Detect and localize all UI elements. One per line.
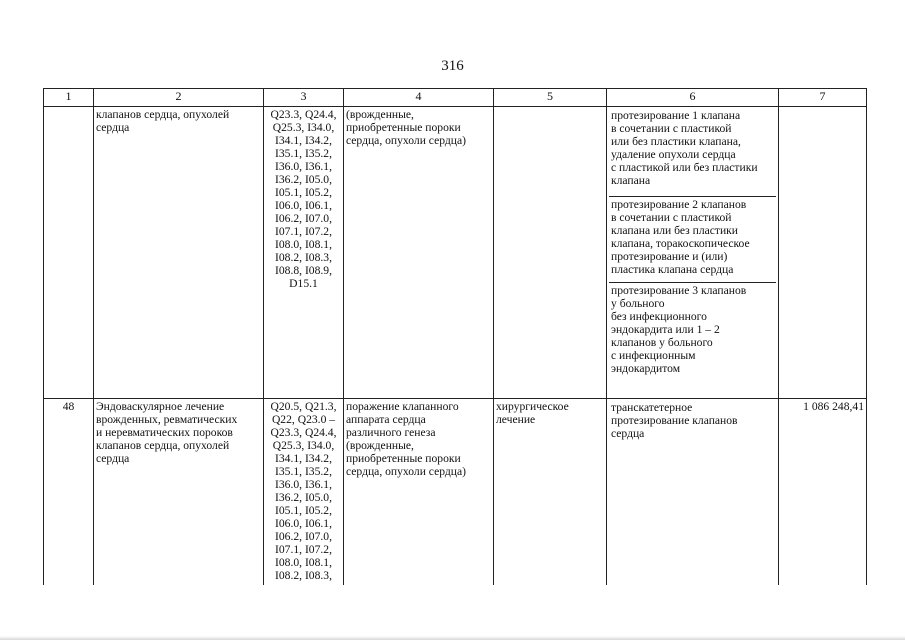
text-line: I07.1, I07.2,: [275, 225, 332, 238]
text-line: в сочетании с пластикой: [611, 211, 732, 224]
text-line: I36.2, I05.0,: [275, 173, 332, 186]
diagnosis-cell: [344, 107, 494, 399]
text-line: поражение клапанного: [346, 400, 459, 413]
text-line: I35.1, I35.2,: [275, 465, 332, 478]
text-line: I06.2, I07.0,: [275, 530, 332, 543]
header-col-5: 5: [494, 89, 607, 107]
method-cell: [607, 399, 779, 586]
icd-codes-cell: [264, 107, 344, 399]
text-line: без инфекционного: [611, 310, 707, 323]
method-item: [609, 400, 776, 443]
text-line: приобретенные пороки: [346, 121, 461, 134]
header-col-1: 1: [44, 89, 94, 107]
text-line: аппарата сердца: [346, 413, 426, 426]
text-line: протезирование 3 клапанов: [611, 284, 747, 297]
text-line: удаление опухоли сердца: [611, 148, 736, 161]
text-line: протезирование и (или): [611, 250, 728, 263]
text-line: I08.8, I08.9,: [275, 264, 332, 277]
text-line: с инфекционным: [611, 349, 696, 362]
header-col-4: 4: [344, 89, 494, 107]
text-line: протезирование 1 клапана: [611, 109, 741, 122]
text-line: I36.0, I36.1,: [275, 160, 332, 173]
text-line: I35.1, I35.2,: [275, 147, 332, 160]
text-line: или без пластики клапана,: [611, 135, 741, 148]
text-line: хирургическое: [496, 400, 569, 413]
text-line: эндокардита или 1 – 2: [611, 323, 720, 336]
text-line: транскатетерное: [611, 401, 693, 414]
text-line: I36.2, I05.0,: [275, 491, 332, 504]
text-line: I34.1, I34.2,: [275, 134, 332, 147]
treatment-cell: [494, 399, 607, 586]
text-line: сердца: [96, 121, 130, 134]
text-line: протезирование 2 клапанов: [611, 198, 747, 211]
text-line: I05.1, I05.2,: [275, 504, 332, 517]
text-line: I34.1, I34.2,: [275, 452, 332, 465]
header-col-2: 2: [94, 89, 264, 107]
cost-cell: [779, 107, 867, 399]
text-line: Q23.3, Q24.4,: [270, 426, 337, 439]
method-cell: [607, 107, 779, 399]
text-line: клапанов сердца, опухолей: [96, 439, 230, 452]
text-line: I07.1, I07.2,: [275, 543, 332, 556]
text-line: Q25.3, I34.0,: [272, 121, 335, 134]
text-line: Q20.5, Q21.3,: [270, 400, 337, 413]
text-line: (врожденные,: [346, 439, 414, 452]
text-line: сердца, опухоли сердца): [346, 134, 466, 147]
text-line: сердца: [611, 427, 645, 440]
text-line: сердца: [96, 452, 130, 465]
scan-edge: [0, 636, 905, 640]
treatment-cell: [494, 107, 607, 399]
text-line: эндокардитом: [611, 362, 681, 375]
page-number: 316: [441, 58, 464, 74]
diagnosis-cell: [344, 399, 494, 586]
icd-codes-cell: [264, 399, 344, 586]
text-line: I08.0, I08.1,: [275, 556, 332, 569]
text-line: лечение: [496, 413, 536, 426]
text-line: с пластикой или без пластики: [611, 161, 758, 174]
care-type-cell: [94, 399, 264, 586]
method-item: [609, 283, 776, 378]
text-line: I08.2, I08.3,: [275, 569, 332, 582]
row-number: [44, 107, 94, 399]
method-item: [609, 108, 776, 197]
text-line: клапана: [611, 174, 651, 187]
tariff-table: [43, 88, 867, 585]
text-line: и неревматических пороков: [96, 426, 233, 439]
text-line: I08.0, I08.1,: [275, 238, 332, 251]
text-line: I36.0, I36.1,: [275, 478, 332, 491]
text-line: врожденных, ревматических: [96, 413, 238, 426]
text-line: I06.2, I07.0,: [275, 212, 332, 225]
care-type-cell: [94, 107, 264, 399]
text-line: Q23.3, Q24.4,: [270, 108, 337, 121]
text-line: клапанов у больного: [611, 336, 713, 349]
text-line: (врожденные,: [346, 108, 414, 121]
text-line: I05.1, I05.2,: [275, 186, 332, 199]
text-line: I08.2, I08.3,: [275, 251, 332, 264]
text-line: I06.0, I06.1,: [275, 517, 332, 530]
text-line: клапанов сердца, опухолей: [96, 108, 230, 121]
text-line: клапана или без пластики: [611, 224, 739, 237]
text-line: I06.0, I06.1,: [275, 199, 332, 212]
text-line: D15.1: [289, 277, 318, 290]
text-line: сердца, опухоли сердца): [346, 465, 466, 478]
row-number: 48: [44, 399, 94, 586]
method-item: [609, 197, 776, 283]
text-line: различного генеза: [346, 426, 436, 439]
cost-cell: 1 086 248,41: [779, 399, 867, 586]
text-line: приобретенные пороки: [346, 452, 461, 465]
header-col-7: 7: [779, 89, 867, 107]
text-line: протезирование клапанов: [611, 414, 738, 427]
text-line: Q25.3, I34.0,: [272, 439, 335, 452]
text-line: Эндоваскулярное лечение: [96, 400, 225, 413]
text-line: в сочетании с пластикой: [611, 122, 732, 135]
table-row: [44, 399, 867, 586]
header-row: [44, 89, 867, 107]
header-col-3: 3: [264, 89, 344, 107]
text-line: клапана, торакоскопическое: [611, 237, 750, 250]
table-row: [44, 107, 867, 399]
text-line: Q22, Q23.0 –: [271, 413, 336, 426]
header-col-6: 6: [607, 89, 779, 107]
text-line: у больного: [611, 297, 665, 310]
text-line: пластика клапана сердца: [611, 263, 734, 276]
